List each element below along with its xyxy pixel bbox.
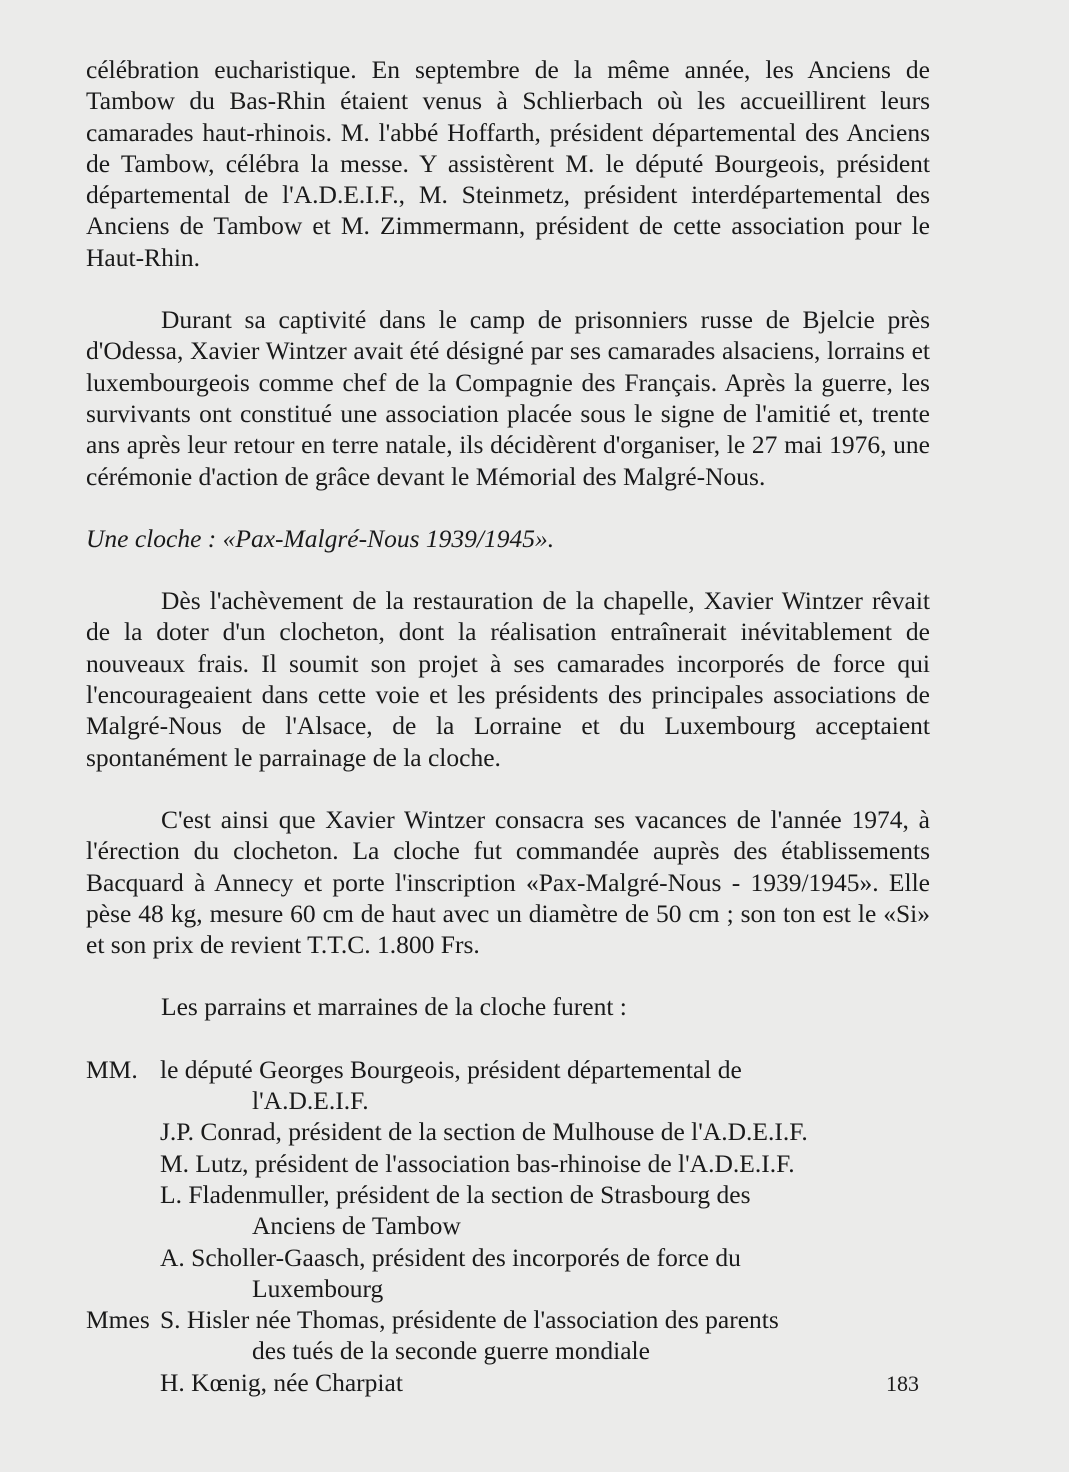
sponsor-entry <box>86 1179 930 1242</box>
page-body <box>86 54 930 1398</box>
paragraph-clocheton: Dès l'achèvement de la restauration de la chapelle, Xavier Wintzer rêvait de la doter d'un clocheton, dont la réalisation entraînerait inévitablement de nouveaux frais. Il soumit son projet à ses camarades incorporés de force qui l'encourageaient dans cette voie et les présidents des principales associations de Malgré-Nous de l'Alsace, de la Lorraine et du Luxembourg acceptaient spontanément le parrainage de la cloche. <box>86 586 930 772</box>
paragraph-bell-details: C'est ainsi que Xavier Wintzer consacra ses vacances de l'année 1974, à l'érection du clocheton. La cloche fut commandée auprès des établissements Bacquard à Annecy et porte l'inscription «Pax-Malgré-Nous - 1939/1945». Elle pèse 48 kg, mesure 60 cm de haut avec un diamètre de 50 cm ; son ton est le «Si» et son prix de revient T.T.C. 1.800 Frs. <box>86 804 930 960</box>
section-heading-bell: Une cloche : «Pax-Malgré-Nous 1939/1945». <box>86 523 555 553</box>
sponsor-entry <box>86 1304 930 1367</box>
sponsor-line-continued: l'A.D.E.I.F. <box>252 1086 369 1116</box>
sponsor-line: L. Fladenmuller, président de la section de Strasbourg des <box>160 1179 751 1209</box>
sponsor-line-continued: Anciens de Tambow <box>252 1211 461 1241</box>
sponsor-line: le député Georges Bourgeois, président départemental de <box>160 1054 742 1084</box>
sponsor-line: H. Kœnig, née Charpiat <box>160 1367 403 1397</box>
paragraph-captivity: Durant sa captivité dans le camp de prisonniers russe de Bjelcie près d'Odessa, Xavier Wintzer avait été désigné par ses camarades alsaciens, lorrains et luxembourgeois comme chef de la Compagnie des Français. Après la guerre, les survivants ont constitué une association placée sous le signe de l'amitié et, trente ans après leur retour en terre natale, ils décidèrent d'organiser, le 27 mai 1976, une cérémonie d'action de grâce devant le Mémorial des Malgré-Nous. <box>86 305 930 491</box>
sponsor-line: M. Lutz, président de l'association bas-rhinoise de l'A.D.E.I.F. <box>160 1148 795 1178</box>
sponsor-line-continued: des tués de la seconde guerre mondiale <box>252 1336 650 1366</box>
sponsor-line: A. Scholler-Gaasch, président des incorporés de force du <box>160 1242 741 1272</box>
sponsor-line-continued: Luxembourg <box>252 1273 384 1303</box>
paragraph-sponsors-intro: Les parrains et marraines de la cloche furent : <box>161 992 627 1022</box>
sponsor-line: S. Hisler née Thomas, présidente de l'association des parents <box>160 1305 779 1335</box>
sponsors-list <box>86 1054 930 1398</box>
sponsor-entry <box>86 1367 930 1398</box>
sponsor-entry <box>86 1116 930 1147</box>
sponsor-entry <box>86 1148 930 1179</box>
sponsor-entry <box>86 1054 930 1117</box>
sponsors-women-label: Mmes <box>86 1305 150 1335</box>
sponsors-men-label: MM. <box>86 1054 138 1084</box>
sponsor-entry <box>86 1242 930 1305</box>
sponsor-line: J.P. Conrad, président de la section de Mulhouse de l'A.D.E.I.F. <box>160 1117 808 1147</box>
page-number: 183 <box>886 1371 919 1396</box>
paragraph-mass-celebration: célébration eucharistique. En septembre de la même année, les Anciens de Tambow du Bas-Rhin étaient venus à Schlierbach où les accueillirent leurs camarades haut-rhinois. M. l'abbé Hoffarth, président départemental des Anciens de Tambow, célébra la messe. Y assistèrent M. le député Bourgeois, président départemental de l'A.D.E.I.F., M. Steinmetz, président interdépartemental des Anciens de Tambow et M. Zimmermann, président de cette association pour le Haut-Rhin. <box>86 55 930 272</box>
